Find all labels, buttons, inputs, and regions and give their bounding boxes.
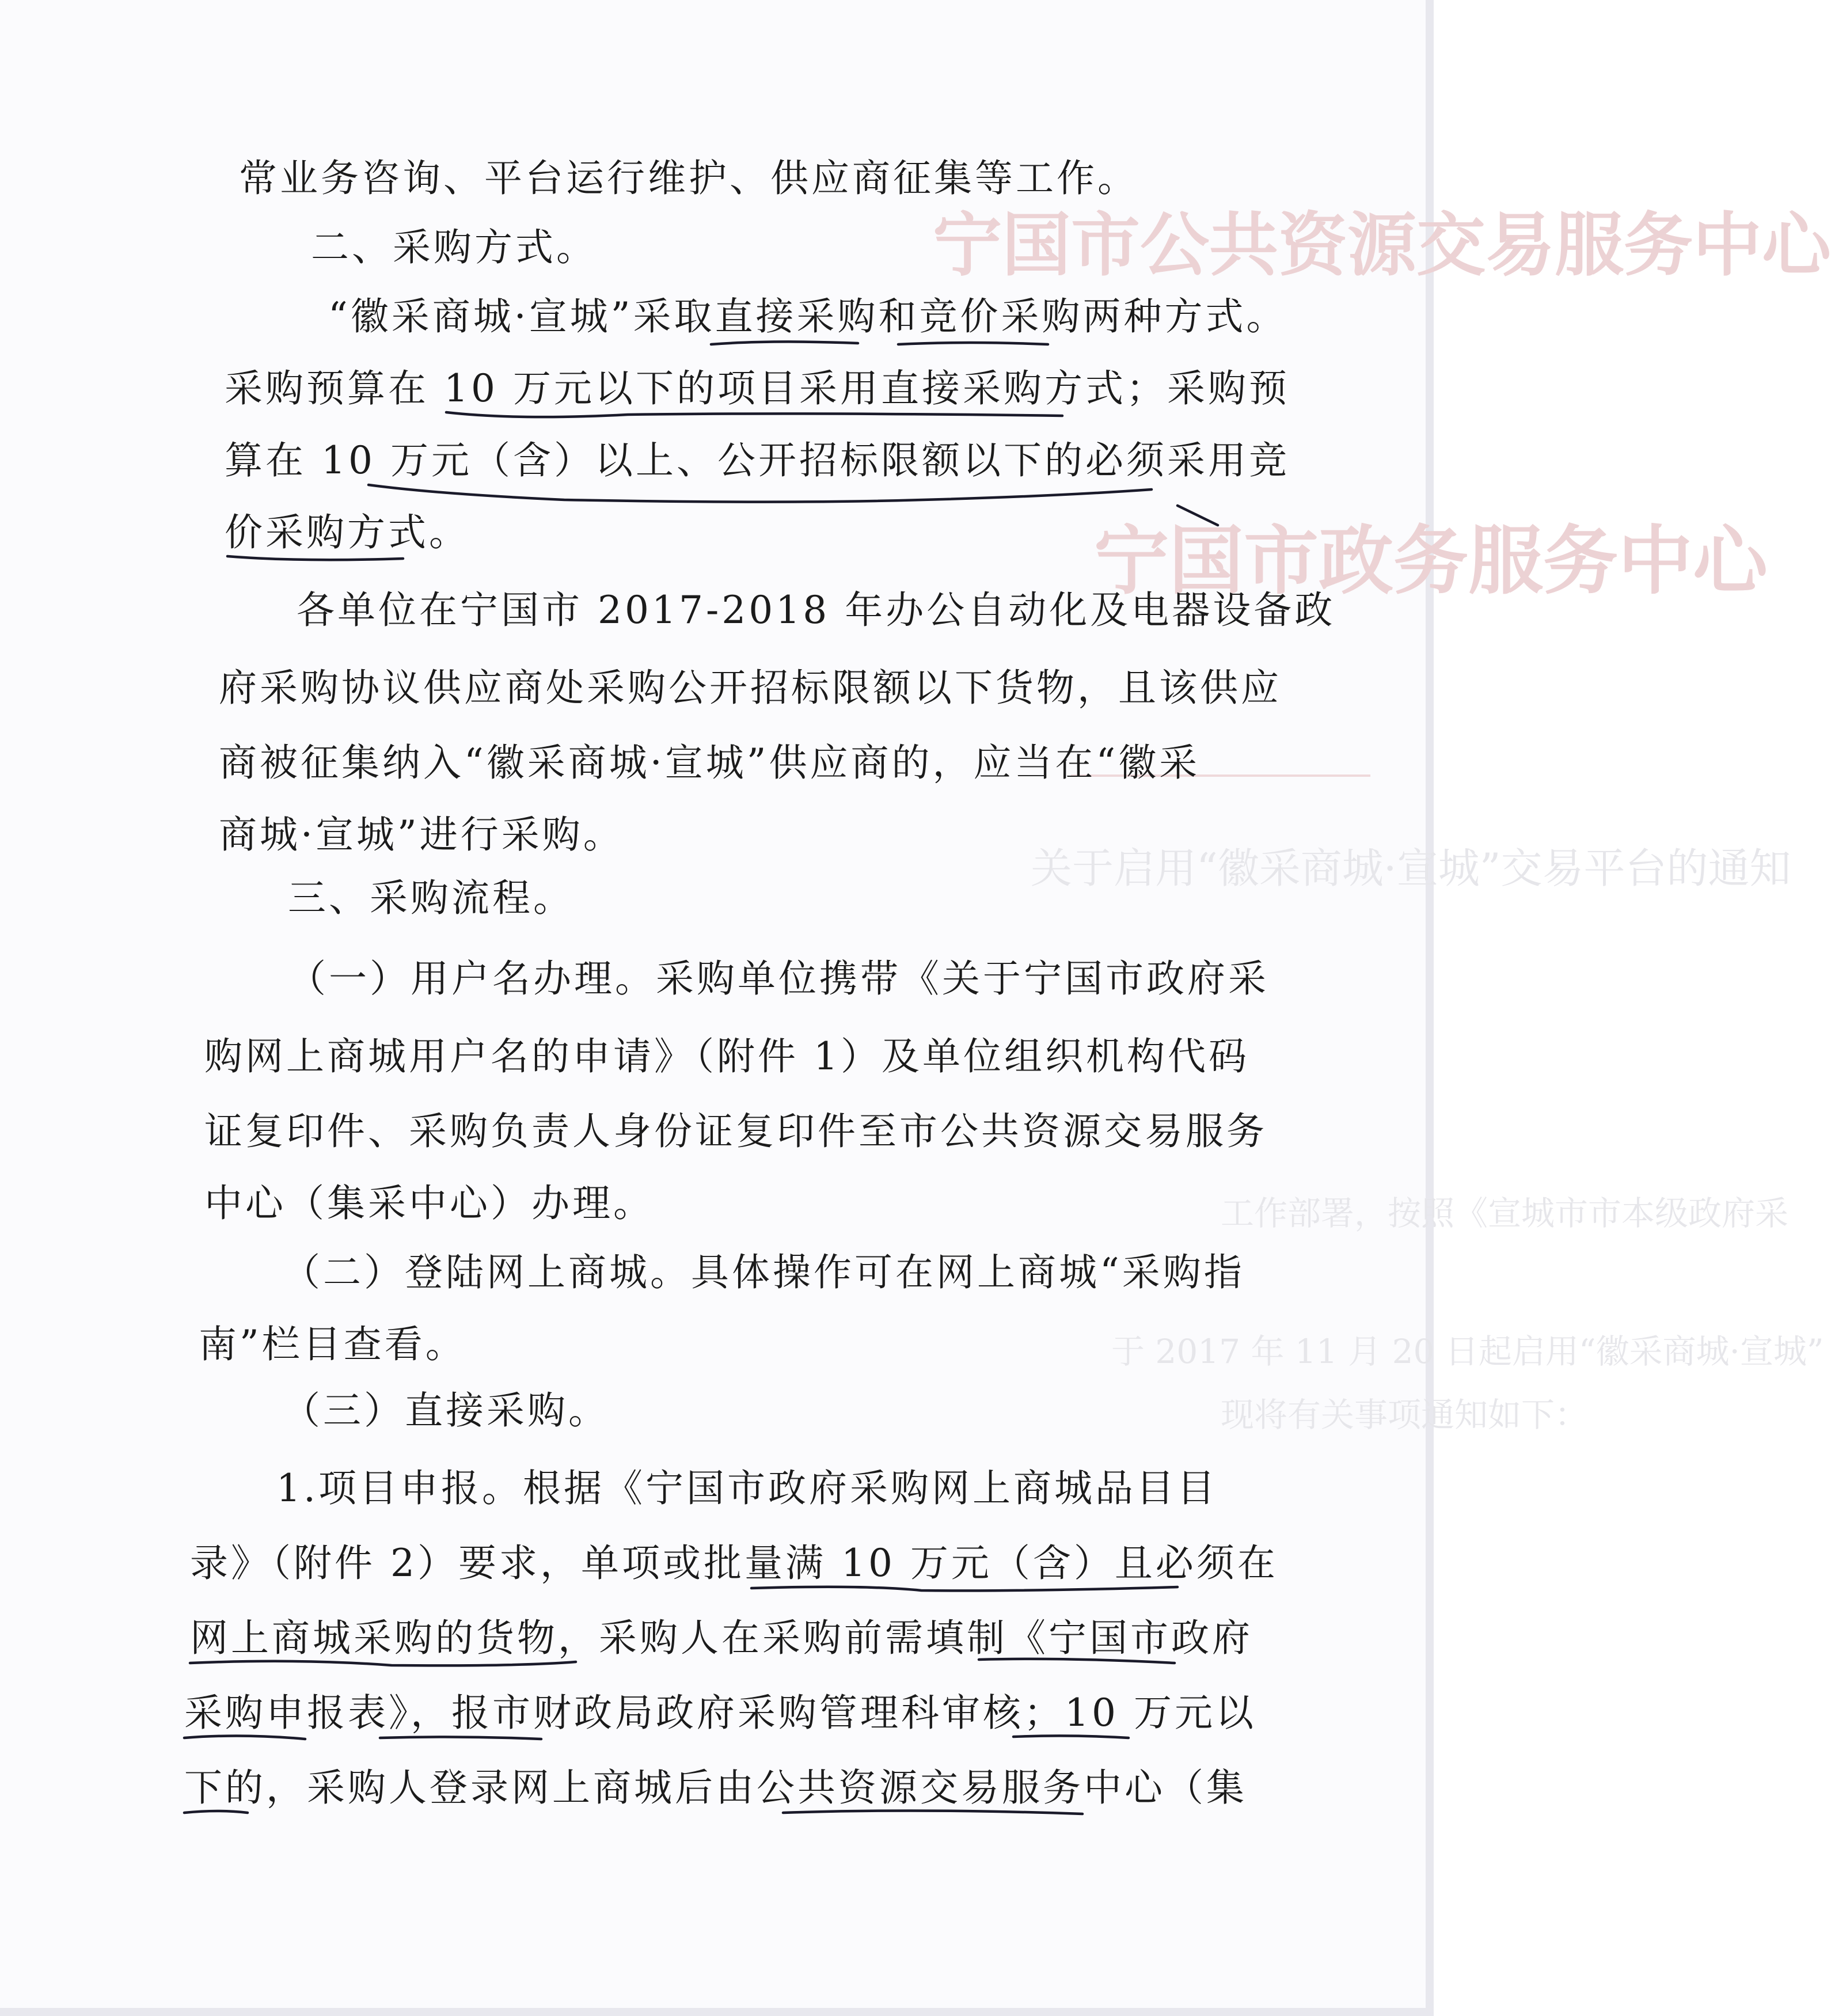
text-line: 1.项目申报。根据《宁国市政府采购网上商城品目目 xyxy=(276,1466,1218,1510)
bleed-through-text: 于 2017 年 11 月 20 日起启用“徽采商城·宣城” xyxy=(1111,1332,1824,1371)
bleed-through-text: 关于启用“徽采商城·宣城”交易平台的通知 xyxy=(1031,844,1791,893)
text-line: 商被征集纳入“徽采商城·宣城”供应商的，应当在“徽采 xyxy=(219,741,1201,785)
text-line: 证复印件、采购负责人身份证复印件至市公共资源交易服务 xyxy=(204,1109,1267,1153)
text-line: 南”栏目查看。 xyxy=(199,1322,466,1366)
text-line: （一）用户名办理。采购单位携带《关于宁国市政府采 xyxy=(288,956,1269,1001)
text-line: 常业务咨询、平台运行维护、供应商征集等工作。 xyxy=(239,156,1138,200)
bleed-through-heading: 宁国市公共资源交易服务中心 xyxy=(933,204,1831,286)
text-line: 府采购协议供应商处采购公开招标限额以下货物，且该供应 xyxy=(219,666,1282,710)
text-line: （三）直接采购。 xyxy=(282,1388,609,1433)
text-line: 中心（集采中心）办理。 xyxy=(204,1181,654,1225)
text-line: 网上商城采购的货物，采购人在采购前需填制《宁国市政府 xyxy=(190,1616,1253,1660)
text-line: 价采购方式。 xyxy=(225,510,470,555)
section-heading: 二、采购方式。 xyxy=(311,225,597,269)
text-line: 录》（附件 2）要求，单项或批量满 10 万元（含）且必须在 xyxy=(190,1541,1278,1585)
text-line: 各单位在宁国市 2017-2018 年办公自动化及电器设备政 xyxy=(297,588,1336,632)
text-line: 下的，采购人登录网上商城后由公共资源交易服务中心（集 xyxy=(184,1766,1247,1810)
bleed-through-text: 现将有关事项通知如下： xyxy=(1221,1395,1589,1434)
text-line: 采购预算在 10 万元以下的项目采用直接采购方式；采购预 xyxy=(225,366,1290,411)
text-line: 购网上商城用户名的申请》（附件 1）及单位组织机构代码 xyxy=(204,1034,1249,1079)
text-line: 采购申报表》，报市财政局政府采购管理科审核；10 万元以 xyxy=(184,1691,1256,1735)
text-line: 算在 10 万元（含）以上、公开招标限额以下的必须采用竞 xyxy=(225,438,1290,483)
text-line: 商城·宣城”进行采购。 xyxy=(219,813,624,857)
section-heading: 三、采购流程。 xyxy=(288,876,574,920)
text-line: （二）登陆网上商城。具体操作可在网上商城“采购指 xyxy=(282,1250,1245,1294)
bleed-through-text: 工作部署，按照《宣城市市本级政府采 xyxy=(1221,1194,1789,1233)
text-line: “徽采商城·宣城”采取直接采购和竞价采购两种方式。 xyxy=(328,294,1287,339)
bleed-through-heading: 宁国市政务服务中心 xyxy=(1094,517,1768,605)
